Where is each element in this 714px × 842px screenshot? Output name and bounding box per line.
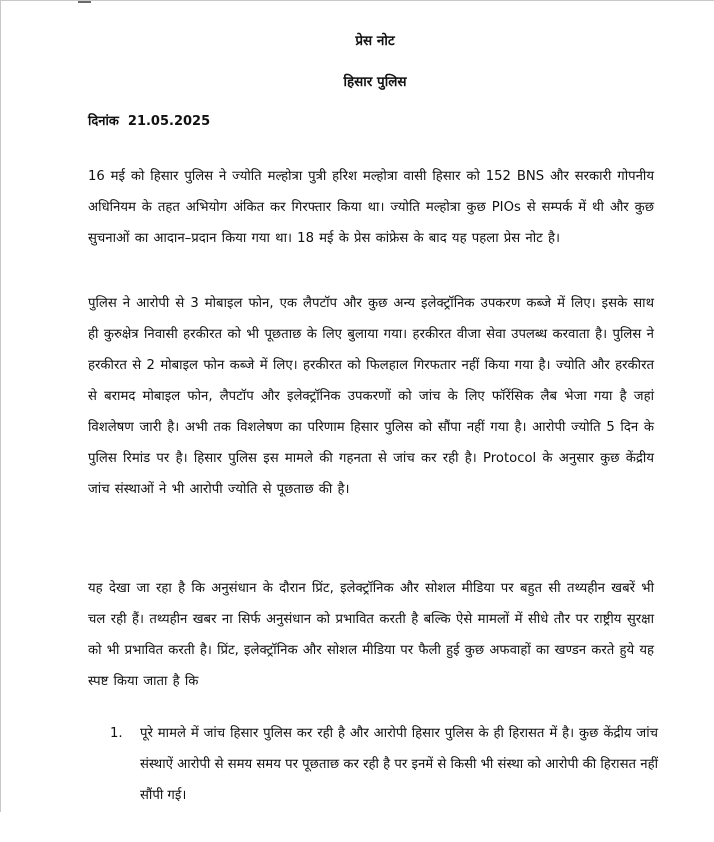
list-item-text: पूरे मामले में जांच हिसार पुलिस कर रही है और आरोपी हिसार पुलिस के ही हिरासत में है। कुछ केंद्रीय जांच संस्थाऐं आरोपी से समय समय पर पूछताछ कर रही है पर इनमें से किसी भी संस्था को आरोपी की हिरासत नहीं सौंपी गई। [140, 726, 658, 803]
document-title: प्रेस नोट [355, 33, 395, 49]
paragraph-2: पुलिस ने आरोपी से 3 मोबाइल फोन, एक लैपटॉप और कुछ अन्य इलेक्ट्रॉनिक उपकरण कब्जे में लिए। इसके साथ ही कुरुक्षेत्र निवासी हरकीरत को भी पूछताछ के लिए बुलाया गया। हरकीरत वीजा सेवा उपलब्ध करवाता है। पुलिस ने हरकीरत से 2 मोबाइल फोन कब्जे में लिए। हरकीरत को फिलहाल गिरफतार नहीं किया गया है। ज्योति और हरकीरत से बरामद मोबाइल फोन, लैपटॉप और इलेक्ट्रॉनिक उपकरणों को जांच के लिए फॉरेंसिक लैब भेजा गया है जहां विशलेषण जारी है। अभी तक विशलेषण का परिणाम हिसार पुलिस को सौंपा नहीं गया है। आरोपी ज्योति 5 दिन के पुलिस रिमांड पर है। हिसार पुलिस इस मामले की गहनता से जांच कर रही है। Protocol के अनुसार कुछ केंद्रीय जांच संस्थाओं ने भी आरोपी ज्योति से पूछताछ की है। [88, 296, 654, 498]
paragraph-3: यह देखा जा रहा है कि अनुसंधान के दौरान प्रिंट, इलेक्ट्रॉनिक और सोशल मीडिया पर बहुत सी तथ्यहीन खबरें भी चल रही हैं। तथ्यहीन खबर ना सिर्फ अनुसंधान को प्रभावित करती है बल्कि ऐसे मामलों में सीधे तौर पर राष्ट्रीय सुरक्षा को भी प्रभावित करती है। प्रिंट, इलेक्ट्रॉनिक और सोशल मीडिया पर फैली हुई कुछ अफवाहों का खण्डन करते हुये यह स्पष्ट किया जाता है कि [88, 581, 655, 690]
list-item-number: 1. [110, 726, 123, 741]
document-subtitle: हिसार पुलिस [343, 74, 407, 90]
paragraph-1: 16 मई को हिसार पुलिस ने ज्योति मल्होत्रा पुत्री हरिश मल्होत्रा वासी हिसार को 152 BNS और सरकारी गोपनीय अधिनियम के तहत अभियोग अंकित कर गिरफ्तार किया था। ज्योति मल्होत्रा कुछ PIOs से सम्पर्क में थी और कुछ सुचनाओं का आदान–प्रदान किया गया था। 18 मई के प्रेस कांफ्रेस के बाद यह पहला प्रेस नोट है। [88, 169, 654, 247]
date-line [88, 112, 210, 132]
date-label: दिनांक [88, 114, 119, 129]
list-item [110, 718, 658, 811]
page-edge-marker [78, 1, 91, 3]
numbered-list [110, 718, 658, 811]
date-value: 21.05.2025 [127, 114, 211, 129]
